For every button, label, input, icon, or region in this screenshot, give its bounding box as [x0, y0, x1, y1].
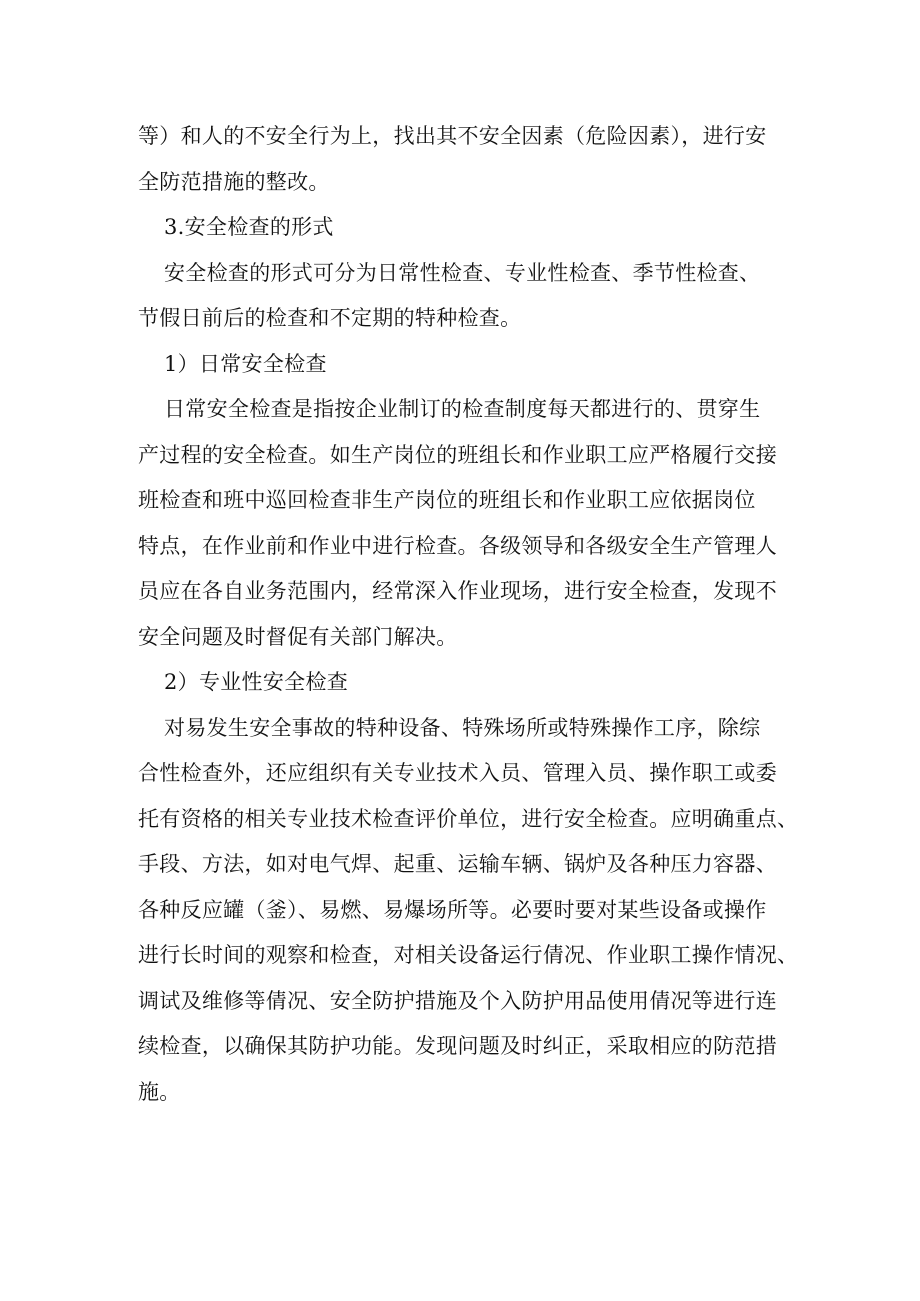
text-line: 特点，在作业前和作业中进行检查。各级领导和各级安全生产管理人 [138, 533, 777, 558]
text-line: 安全问题及时督促有关部门解决。 [138, 624, 458, 649]
text-line: 手段、方法，如对电气焊、起重、运输车辆、锅炉及各种压力容器、 [138, 852, 777, 876]
text-line: 合性检查外，还应组织有关专业技术入员、管理入员、操作职工或委 [138, 761, 777, 785]
text-line: 3.安全检查的形式 [164, 215, 334, 239]
text-line: 施。 [138, 1079, 181, 1104]
text-line: 续检查，以确保其防护功能。发现问题及时纠正，采取相应的防范措 [138, 1034, 777, 1058]
text-line: 等）和人的不安全行为上，找出其不安全因素（危险因素），进行安 [138, 124, 767, 148]
text-line: 进行长时间的观察和检查，对相关设备运行倩况、作业职工操作情况、 [138, 943, 799, 967]
text-line: 托有资格的相关专业技术检查评价单位，进行安全检查。应明确重点、 [138, 806, 799, 831]
text-line: 班检查和班中巡回检查非生产岗位的班组长和作业职工应依据岗位 [138, 488, 756, 512]
body-text [138, 114, 798, 1115]
text-line: 调试及维修等倩况、安全防护措施及个入防护用品使用倩况等进行连 [138, 988, 777, 1013]
text-line: 产过程的安全检查。如生产岗位的班组长和作业职工应严格履行交接 [138, 442, 777, 467]
text-line: 对易发生安全事故的特种设备、特殊场所或特殊操作工序，除综 [164, 715, 761, 740]
text-line: 节假日前后的检查和不定期的特种检查。 [138, 306, 522, 330]
text-line: 2）专业性安全检查 [164, 670, 349, 694]
text-line: 员应在各自业务范围内，经常深入作业现场，进行安全检查，发现不 [138, 579, 777, 603]
text-line: 安全检查的形式可分为日常性检查、专业性检查、季节性检查、 [164, 260, 761, 285]
text-line: 1）日常安全检查 [164, 351, 327, 376]
text-line: 各种反应罐（釜）、易燃、易爆场所等。必要时要对某些设备或操作 [138, 897, 767, 922]
text-line: 全防范措施的整改。 [138, 169, 330, 194]
text-line: 日常安全检查是指按企业制订的检查制度每天都进行的、贯穿生 [164, 397, 761, 421]
